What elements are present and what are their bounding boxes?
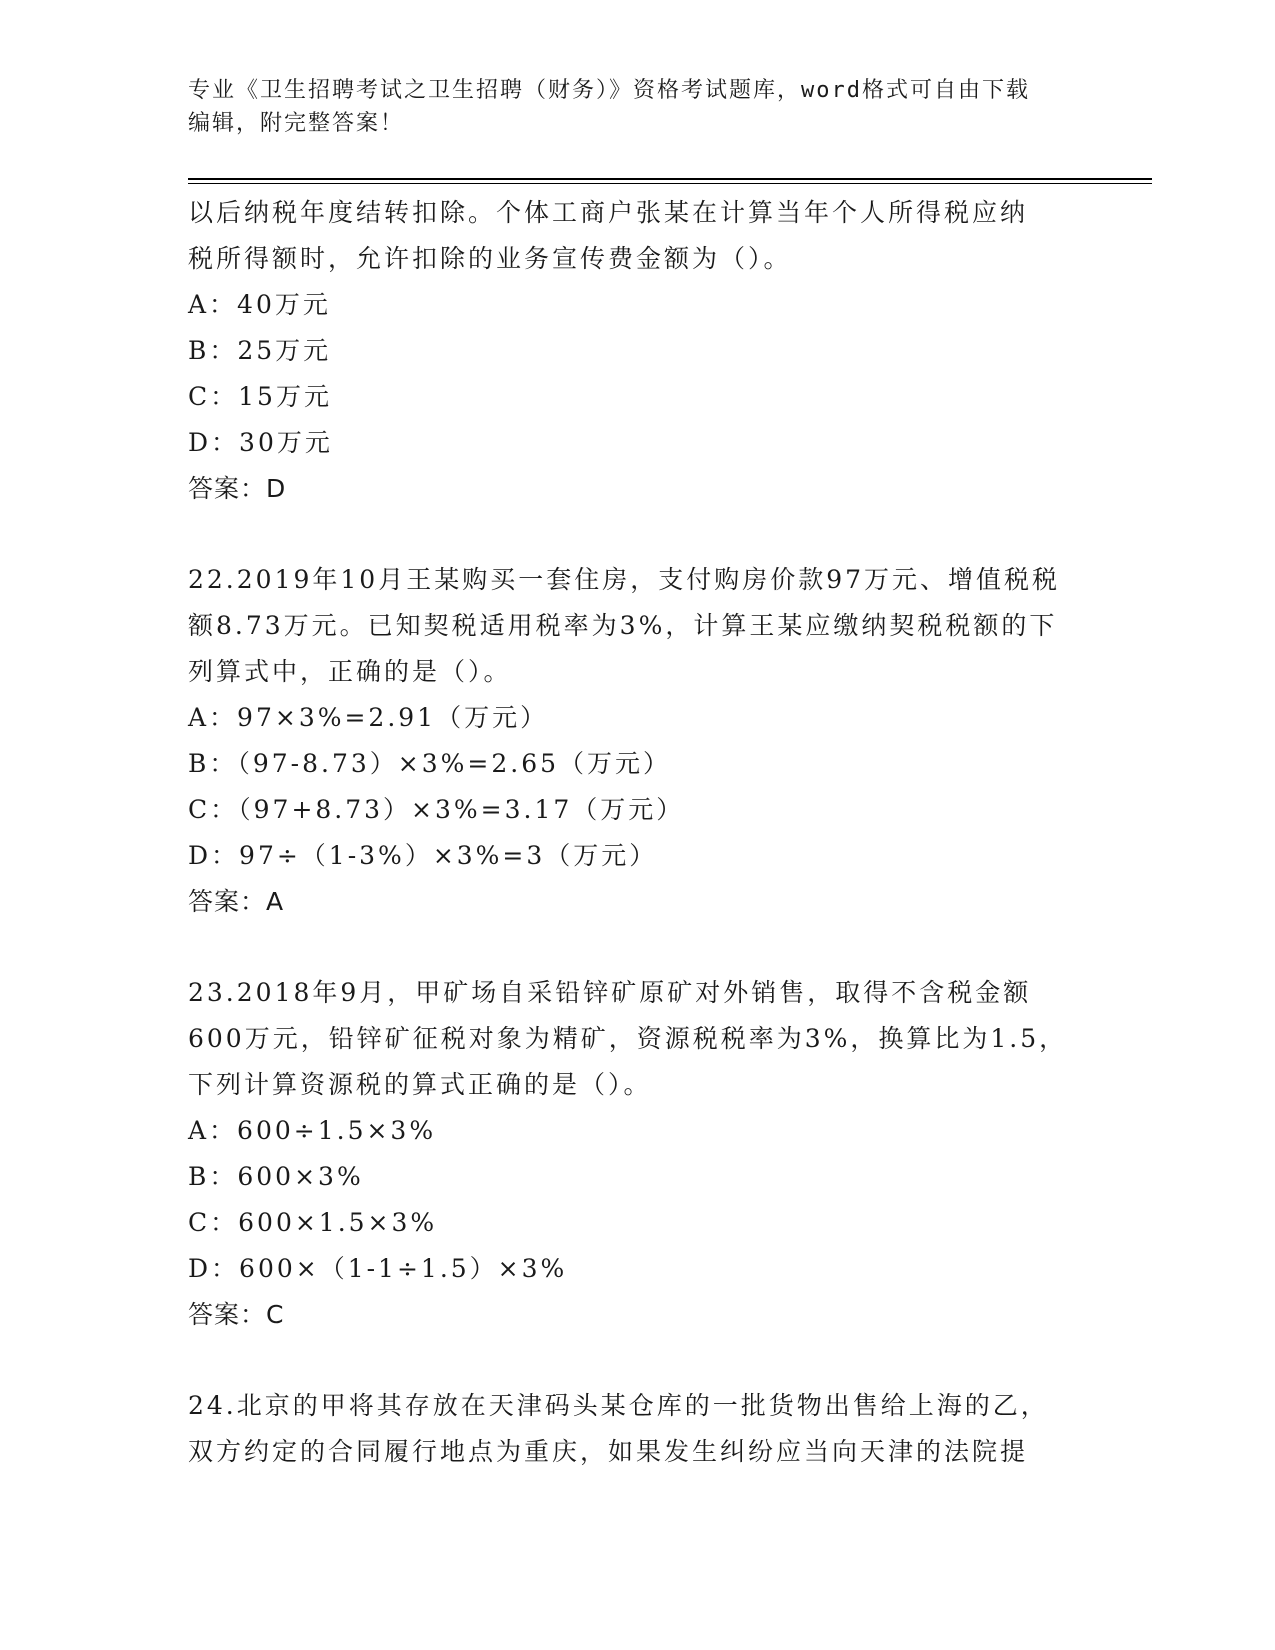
question-22: [188, 557, 1088, 925]
answer-label: 答案：A: [188, 887, 285, 916]
spacer: [188, 1338, 1088, 1383]
question-23: [188, 970, 1088, 1338]
question-text-line: 24.北京的甲将其存放在天津码头某仓库的一批货物出售给上海的乙，: [188, 1391, 1049, 1420]
option-b: B：（97-8.73）×3%=2.65（万元）: [188, 749, 672, 778]
option-a: A：600÷1.5×3%: [188, 1116, 437, 1145]
spacer: [188, 512, 1088, 557]
spacer: [188, 925, 1088, 970]
option-d: D：600×（1-1÷1.5）×3%: [188, 1254, 568, 1283]
document-header: [188, 74, 1088, 140]
header-line-2: 编辑，附完整答案！: [188, 111, 405, 136]
question-24: [188, 1383, 1088, 1475]
question-21-continuation: [188, 190, 1088, 512]
question-text-line: 下列计算资源税的算式正确的是（）。: [188, 1070, 652, 1099]
option-d: D：97÷（1-3%）×3%=3（万元）: [188, 841, 658, 870]
header-divider-thin: [188, 183, 1152, 184]
question-text-line: 23.2018年9月，甲矿场自采铅锌矿原矿对外销售，取得不含税金额: [188, 978, 1032, 1007]
question-text-line: 22.2019年10月王某购买一套住房，支付购房价款97万元、增值税税: [188, 565, 1061, 594]
answer-label: 答案：C: [188, 1300, 285, 1329]
header-divider-thick: [188, 178, 1152, 180]
question-content: [188, 190, 1088, 1475]
option-c: C：（97+8.73）×3%=3.17（万元）: [188, 795, 685, 824]
option-b: B：25万元: [188, 336, 332, 365]
option-c: C：15万元: [188, 382, 332, 411]
answer-label: 答案：D: [188, 474, 287, 503]
option-b: B：600×3%: [188, 1162, 364, 1191]
question-text-line: 以后纳税年度结转扣除。个体工商户张某在计算当年个人所得税应纳: [188, 198, 1029, 227]
option-c: C：600×1.5×3%: [188, 1208, 438, 1237]
question-text-line: 双方约定的合同履行地点为重庆，如果发生纠纷应当向天津的法院提: [188, 1437, 1029, 1466]
option-a: A：97×3%=2.91（万元）: [188, 703, 549, 732]
option-a: A：40万元: [188, 290, 331, 319]
question-text-line: 额8.73万元。已知契税适用税率为3%，计算王某应缴纳契税税额的下: [188, 611, 1058, 640]
option-d: D：30万元: [188, 428, 333, 457]
question-text-line: 列算式中，正确的是（）。: [188, 657, 512, 686]
question-text-line: 600万元，铅锌矿征税对象为精矿，资源税税率为3%，换算比为1.5，: [188, 1024, 1068, 1053]
question-text-line: 税所得额时，允许扣除的业务宣传费金额为（）。: [188, 244, 792, 273]
header-line-1: 专业《卫生招聘考试之卫生招聘（财务）》资格考试题库，word格式可自由下载: [188, 78, 1030, 103]
